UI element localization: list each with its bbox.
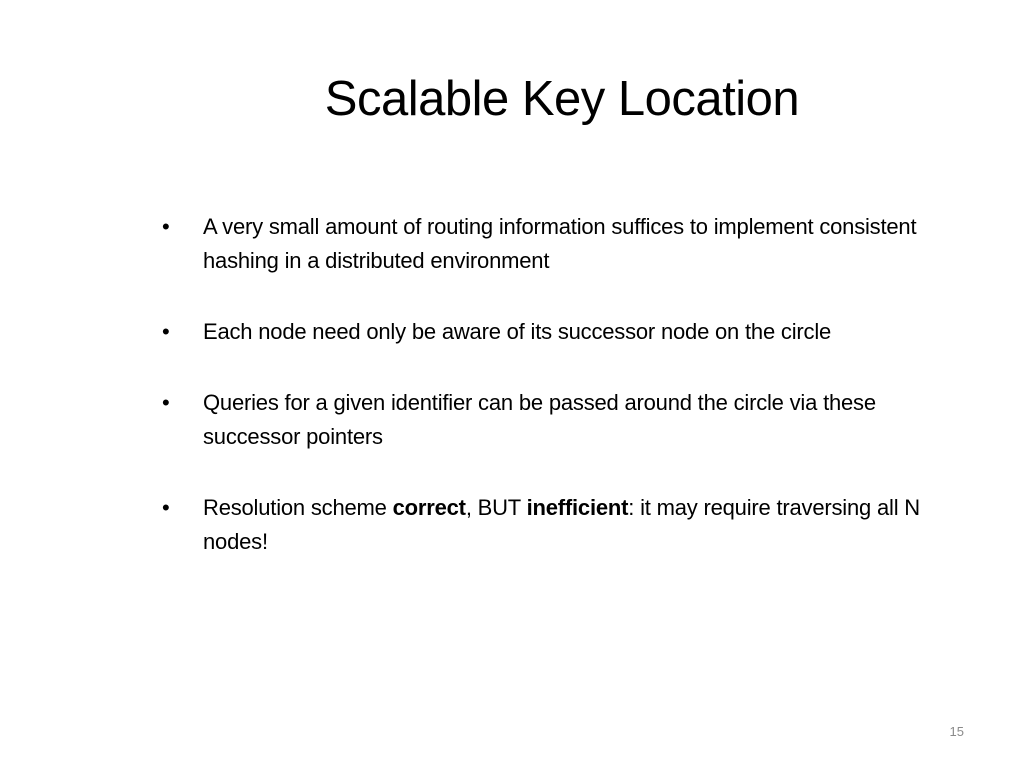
page-number: 15 xyxy=(949,724,964,739)
bullet-point-icon: • xyxy=(162,214,170,239)
bullet-text-segment: Resolution scheme xyxy=(203,495,393,520)
bullet-item xyxy=(162,210,972,278)
bullet-text: Each node need only be aware of its successor node on the circle xyxy=(203,319,832,344)
bullet-text-segment: , BUT xyxy=(465,495,527,520)
bullet-item xyxy=(162,386,972,454)
bullet-text-segment: : it may require traversing all N nodes! xyxy=(203,495,920,554)
emphasis-inefficient: inefficient xyxy=(526,495,629,520)
bullet-list xyxy=(162,210,972,596)
bullet-item xyxy=(162,491,972,559)
emphasis-correct: correct xyxy=(392,495,466,520)
bullet-text: Queries for a given identifier can be passed around the circle via these successor pointers xyxy=(203,390,876,449)
bullet-text xyxy=(203,495,920,554)
bullet-point-icon: • xyxy=(162,495,170,520)
bullet-point-icon: • xyxy=(162,390,170,415)
slide-title: Scalable Key Location xyxy=(324,72,800,126)
bullet-text: A very small amount of routing information suffices to implement consistent hashing in a distributed environment xyxy=(203,214,917,273)
bullet-item xyxy=(162,315,972,349)
bullet-point-icon: • xyxy=(162,319,170,344)
